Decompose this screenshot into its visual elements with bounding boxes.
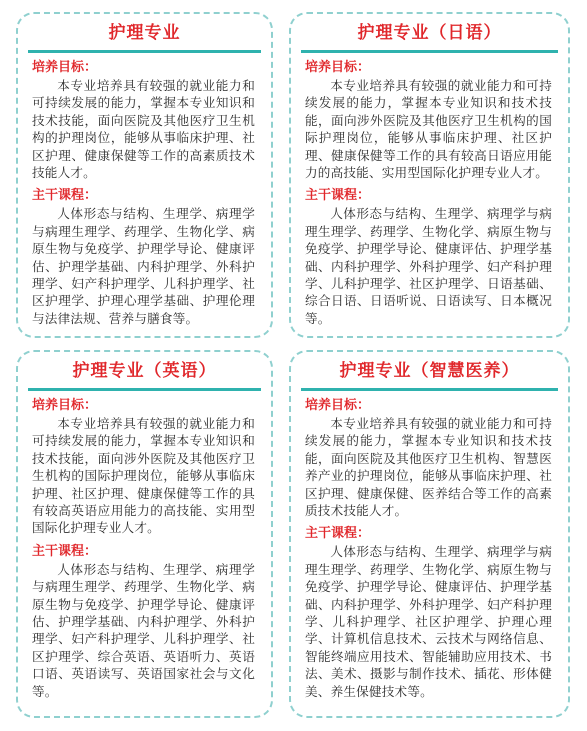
course-text: 人体形态与结构、生理学、病理学与病理生理学、药理学、生物化学、病原生物与免疫学、护理学导论、健康评估、护理学基础、内科护理学、外科护理学、妇产科护理学、儿科护理学、社区护理学、护理心理学、计算机信息技术、云技术与网络信息、智能终端应用技术、智能辅助应用技术、书法、美术、摄影与制作技术、插花、形体健美、养生保健技术等。 (305, 544, 552, 699)
course-label: 主干课程： (305, 188, 371, 204)
program-title: 护理专业（日语） (357, 23, 502, 43)
course-text: 人体形态与结构、生理学、病理学与病理生理学、药理学、生物化学、病原生物与免疫学、护理学导论、健康评估、护理学基础、内科护理学、外科护理学、妇产科护理学、儿科护理学、社区护理学、综合英语、英语听力、英语口语、英语读写、英语国家社会与文化等。 (32, 561, 255, 699)
title-divider (301, 50, 558, 53)
course-label: 主干课程： (32, 543, 98, 559)
program-card-nursing-smart-care (289, 350, 570, 718)
goal-text: 本专业培养具有较强的就业能力和可持续发展的能力，掌握本专业知识和技术技能，面向医院及其他医疗卫生机构、智慧医养产业的护理岗位，能够从事临床护理、社区护理、健康保健、医养结合等工作的高素质技术技能人才。 (305, 416, 552, 519)
program-card-nursing-japanese (289, 12, 570, 338)
course-text: 人体形态与结构、生理学、病理学与病理生理学、药理学、生物化学、病原生物与免疫学、护理学导论、健康评估、护理学基础、内科护理学、外科护理学、妇产科护理学、儿科护理学、社区护理学、护理心理学基础、护理伦理与法律法规、营养与膳食等。 (32, 206, 255, 326)
course-text: 人体形态与结构、生理学、病理学与病理生理学、药理学、生物化学、病原生物与免疫学、护理学导论、健康评估、护理学基础、内科护理学、外科护理学、妇产科护理学、儿科护理学、社区护理学、日语基础、综合日语、日语听说、日语读写、日本概况等。 (305, 206, 552, 326)
title-divider (28, 50, 261, 53)
goal-text: 本专业培养具有较强的就业能力和可持续发展的能力，掌握本专业知识和技术技能，面向涉外医院及其他医疗卫生机构的国际护理岗位，能够从事临床护理、社区护理、健康保健等工作的具有较高日语应用能力的高技能、实用型国际化护理专业人才。 (305, 78, 552, 181)
title-divider (28, 388, 261, 391)
program-card-nursing-english (16, 350, 273, 718)
program-title: 护理专业 (108, 23, 181, 43)
goal-label: 培养目标： (305, 60, 371, 75)
program-title: 护理专业（智慧医养） (339, 361, 520, 381)
goal-label: 培养目标： (32, 398, 98, 413)
goal-text: 本专业培养具有较强的就业能力和可持续发展的能力，掌握本专业知识和技术技能，面向涉外医院及其他医疗卫生机构的国际护理岗位，能够从事临床护理、社区护理、健康保健等工作的具有较高英语应用能力的高技能、实用型国际化护理专业人才。 (32, 416, 255, 536)
program-card-nursing (16, 12, 273, 338)
course-label: 主干课程： (32, 188, 98, 204)
goal-label: 培养目标： (305, 398, 371, 413)
course-label: 主干课程： (305, 526, 371, 542)
title-divider (301, 388, 558, 391)
goal-text: 本专业培养具有较强的就业能力和可持续发展的能力，掌握本专业知识和技术技能，面向医院及其他医疗卫生机构的护理岗位，能够从事临床护理、社区护理、健康保健等工作的高素质技术技能人才。 (32, 78, 255, 181)
program-title: 护理专业（英语） (72, 361, 217, 381)
goal-label: 培养目标： (32, 60, 98, 75)
